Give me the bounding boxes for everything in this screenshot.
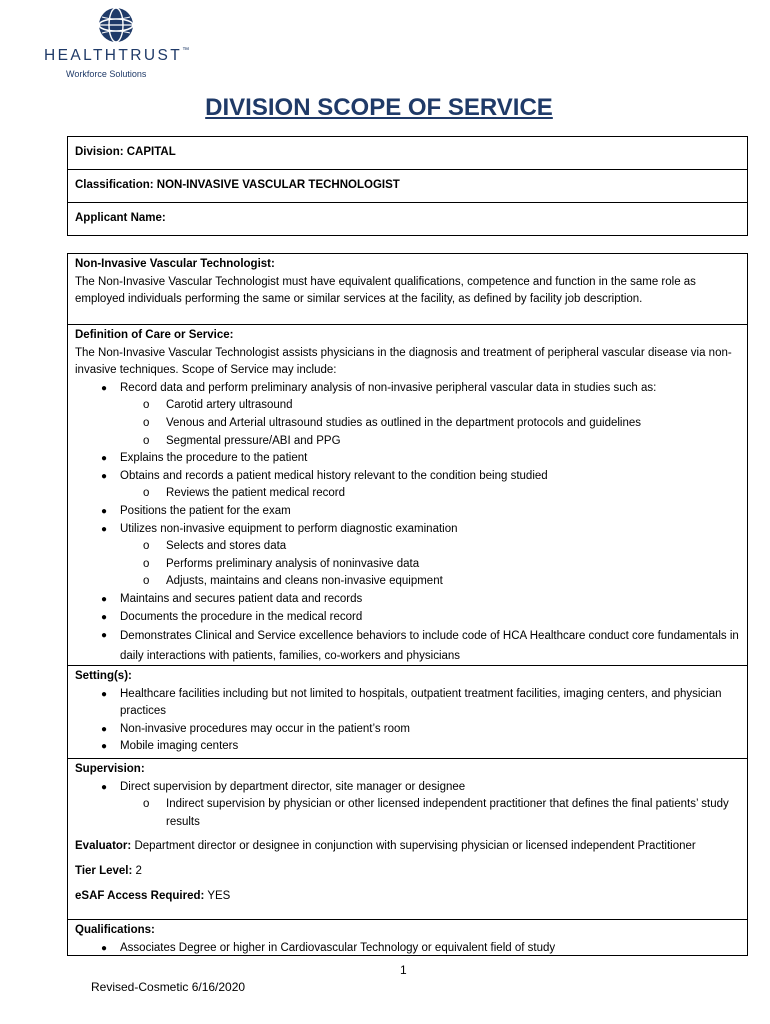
applicant-name-row: Applicant Name: xyxy=(75,212,166,224)
qualifications-list xyxy=(75,940,740,958)
list-item: o Reviews the patient medical record xyxy=(75,485,740,503)
sub-bullet-icon: o xyxy=(143,399,150,412)
tier-level-line: Tier Level: 2 xyxy=(75,864,142,877)
page-number: 1 xyxy=(400,963,407,977)
definition-text: The Non-Invasive Vascular Technologist assists physicians in the diagnosis and treatment of peripheral vascular disease via non-invasive techniques. Scope of Service may include: xyxy=(75,346,732,377)
role-heading: Non-Invasive Vascular Technologist: xyxy=(75,258,275,270)
bullet-icon: ● xyxy=(101,723,108,735)
list-item: ● Direct supervision by department director, site manager or designee xyxy=(75,779,740,797)
list-item: ● Record data and perform preliminary analysis of non-invasive peripheral vascular data in studies such as: xyxy=(75,380,740,398)
sub-bullet-icon: o xyxy=(143,798,150,811)
list-item: ● Explains the procedure to the patient xyxy=(75,450,740,468)
settings-list xyxy=(75,686,740,756)
supervision-section xyxy=(68,759,747,920)
logo-subtitle: Workforce Solutions xyxy=(66,69,147,79)
logo-brand: HEALTHTRUST™ xyxy=(44,47,190,64)
bullet-icon: ● xyxy=(101,593,108,605)
list-item: o Performs preliminary analysis of noninvasive data xyxy=(75,556,740,574)
globe-icon xyxy=(97,6,135,44)
bullet-icon: ● xyxy=(101,942,108,954)
supervision-heading: Supervision: xyxy=(75,763,145,775)
list-item: o Venous and Arterial ultrasound studies as outlined in the department protocols and guidelines xyxy=(75,415,740,433)
list-item: o Carotid artery ultrasound xyxy=(75,397,740,415)
division-row: Division: CAPITAL xyxy=(68,137,747,170)
list-item: ● Utilizes non-invasive equipment to perform diagnostic examination xyxy=(75,521,740,539)
role-text: The Non-Invasive Vascular Technologist must have equivalent qualifications, competence and function in the same role as employed individuals performing the same or similar services at the facility, as defined by facility job description. xyxy=(75,275,696,306)
settings-heading: Setting(s): xyxy=(75,670,132,682)
page-title: DIVISION SCOPE OF SERVICE xyxy=(205,94,553,121)
bullet-icon: ● xyxy=(101,611,108,623)
list-item: ● Non-invasive procedures may occur in the patient’s room xyxy=(75,721,740,739)
supervision-list xyxy=(75,779,740,832)
qualifications-heading: Qualifications: xyxy=(75,924,155,936)
list-item: ● Maintains and secures patient data and records xyxy=(75,591,740,609)
sub-bullet-icon: o xyxy=(143,540,150,553)
list-item: ● Demonstrates Clinical and Service excellence behaviors to include code of HCA Healthcare conduct core fundamentals in daily interactions with patients, families, co-workers and physicians xyxy=(75,626,740,666)
sub-bullet-icon: o xyxy=(143,416,150,429)
sub-bullet-icon: o xyxy=(143,557,150,570)
list-item: o Adjusts, maintains and cleans non-invasive equipment xyxy=(75,573,740,591)
definition-section xyxy=(68,325,747,666)
list-item: ● Healthcare facilities including but not limited to hospitals, outpatient treatment facilities, imaging centers, and physician practices xyxy=(101,687,722,718)
classification-row: Classification: NON-INVASIVE VASCULAR TECHNOLOGIST xyxy=(68,170,747,203)
bullet-icon: ● xyxy=(101,781,108,793)
evaluator-line: Evaluator: Department director or designee in conjunction with supervising physician or licensed independent Practitioner xyxy=(75,840,696,853)
list-item: ● Documents the procedure in the medical record xyxy=(75,609,740,627)
bullet-icon: ● xyxy=(101,688,108,700)
bullet-icon: ● xyxy=(101,470,108,482)
bullet-icon: ● xyxy=(101,741,108,753)
list-item: ● Associates Degree or higher in Cardiovascular Technology or equivalent field of study xyxy=(75,940,740,958)
list-item: ● Obtains and records a patient medical history relevant to the condition being studied xyxy=(75,468,740,486)
definition-heading: Definition of Care or Service: xyxy=(75,329,234,341)
bullet-icon: ● xyxy=(101,382,108,394)
esaf-line: eSAF Access Required: YES xyxy=(75,889,231,902)
sub-bullet-icon: o xyxy=(143,434,150,447)
header-table xyxy=(67,136,748,236)
sub-bullet-icon: o xyxy=(143,487,150,500)
bullet-icon: ● xyxy=(101,523,108,535)
role-section xyxy=(68,254,747,325)
list-item: ● Mobile imaging centers xyxy=(75,738,740,756)
definition-list xyxy=(75,380,740,666)
healthtrust-logo xyxy=(44,6,194,86)
settings-section xyxy=(68,666,747,759)
list-item: o Indirect supervision by physician or other licensed independent practitioner that defines the final patients’ study results xyxy=(143,798,729,828)
scope-table xyxy=(67,253,748,956)
bullet-icon: ● xyxy=(101,505,108,517)
revision-footer: Revised-Cosmetic 6/16/2020 xyxy=(91,980,246,994)
qualifications-section xyxy=(68,920,747,955)
list-item: o Segmental pressure/ABI and PPG xyxy=(75,433,740,451)
bullet-icon: ● xyxy=(101,630,108,642)
list-item: ● Positions the patient for the exam xyxy=(75,503,740,521)
list-item: o Selects and stores data xyxy=(75,538,740,556)
sub-bullet-icon: o xyxy=(143,575,150,588)
bullet-icon: ● xyxy=(101,453,108,465)
